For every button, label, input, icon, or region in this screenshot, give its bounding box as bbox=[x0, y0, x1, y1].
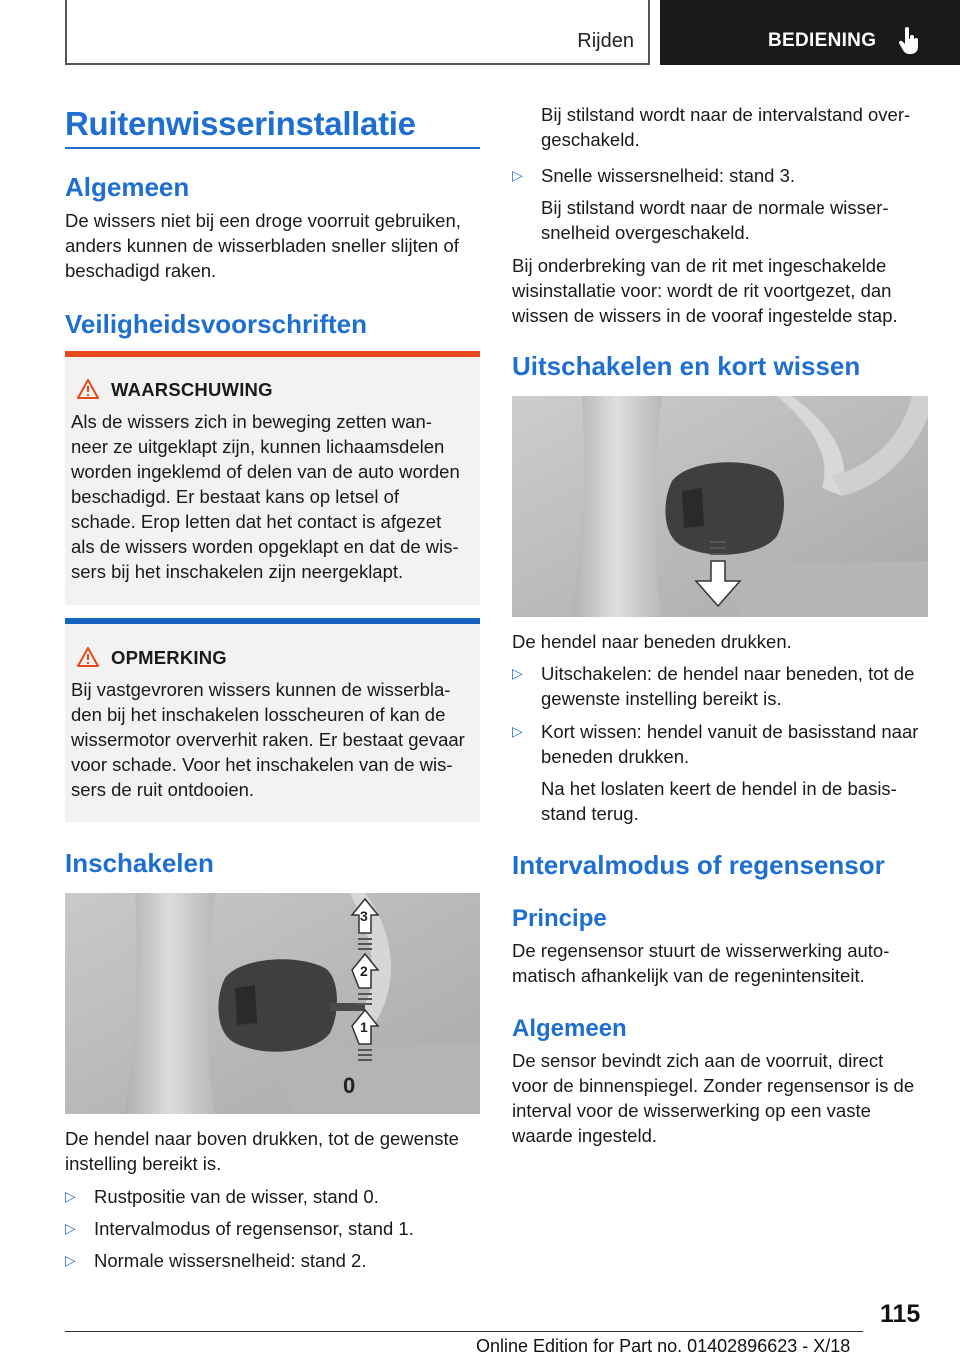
wiper-stalk-up-photo bbox=[65, 893, 480, 1114]
bullet-triangle-icon: ▷ bbox=[65, 1252, 76, 1268]
figure-label-2: 2 bbox=[360, 963, 368, 979]
list-item: ▷ Snelle wissersnelheid: stand 3. bbox=[512, 165, 796, 186]
list-item: ▷ Uitschakelen: de hendel naar beneden, tot de gewenste instelling bereikt is. bbox=[512, 663, 915, 709]
note-box bbox=[65, 618, 480, 822]
principe-paragraph: De regensensor stuurt de wisserwerking auto- matisch afhankelijk van de regenintensiteit. bbox=[512, 940, 890, 986]
edition-footer: Online Edition for Part no. 01402896623 - X/18 bbox=[476, 1336, 851, 1356]
list-item: ▷ Intervalmodus of regensensor, stand 1. bbox=[65, 1218, 414, 1239]
running-header-section-box bbox=[660, 0, 960, 65]
bullet-3-subtext: Bij stilstand wordt naar de normale wisser- snelheid overgeschakeld. bbox=[541, 197, 889, 243]
heading-algemeen-right: Algemeen bbox=[512, 1015, 627, 1042]
bullet-triangle-icon: ▷ bbox=[512, 665, 523, 681]
interrupt-paragraph: Bij onderbreking van de rit met ingeschakelde wisinstallatie voor: wordt de rit voortgezet, dan wissen de wissers in de vooraf ingestelde stap. bbox=[512, 255, 898, 326]
kort-wissen-subtext: Na het loslaten keert de hendel in de basis- stand terug. bbox=[541, 778, 897, 824]
page-number: 115 bbox=[880, 1300, 921, 1328]
heading-algemeen: Algemeen bbox=[65, 172, 190, 202]
inschakelen-paragraph: De hendel naar boven drukken, tot de gewenste instelling bereikt is. bbox=[65, 1128, 459, 1174]
warning-box bbox=[65, 351, 480, 605]
heading-uitschakelen: Uitschakelen en kort wissen bbox=[512, 351, 861, 381]
heading-inschakelen: Inschakelen bbox=[65, 848, 214, 878]
figure-label-3: 3 bbox=[360, 908, 368, 924]
warning-bar bbox=[65, 351, 480, 357]
warning-text: Als de wissers zich in beweging zetten wan- neer ze uitgeklapt zijn, kunnen lichaamsdelen worden ingeklemd of delen van de auto worden beschadigd. Er bestaat kans op letsel of schade. Erop letten dat het contact is afgezet als de wissers worden opgeklapt en dat de wis- sers bij het inschakelen zijn neergeklapt. bbox=[71, 411, 460, 582]
title-rule bbox=[65, 147, 480, 149]
heading-veiligheid: Veiligheidsvoorschriften bbox=[65, 309, 367, 339]
hand-pointer-icon bbox=[898, 27, 920, 55]
algemeen-right-paragraph: De sensor bevindt zich aan de voorruit, direct voor de binnenspiegel. Zonder regensensor is de interval voor de wisserwerking op een vaste waarde ingesteld. bbox=[512, 1050, 915, 1146]
algemeen-paragraph: De wissers niet bij een droge voorruit gebruiken, anders kunnen de wisserbladen sneller slijten of beschadigd raken. bbox=[65, 210, 461, 281]
continued-bullet-text: Bij stilstand wordt naar de intervalstand over- geschakeld. bbox=[541, 104, 911, 150]
note-bar bbox=[65, 618, 480, 624]
figure-label-1: 1 bbox=[360, 1019, 368, 1035]
heading-principe: Principe bbox=[512, 905, 607, 932]
bullet-triangle-icon: ▷ bbox=[512, 723, 523, 739]
note-text: Bij vastgevroren wissers kunnen de wisserbla- den bij het inschakelen losscheuren of kan de wissermotor oververhit raken. Er bestaat gevaar voor schade. Voor het inschakelen van de wis- sers de ruit ontdooien. bbox=[71, 679, 465, 800]
list-item: ▷ Normale wissersnelheid: stand 2. bbox=[65, 1250, 367, 1271]
running-header-chapter-box bbox=[65, 0, 650, 65]
figure-label-0: 0 bbox=[343, 1073, 356, 1098]
uitschakelen-paragraph: De hendel naar beneden drukken. bbox=[512, 631, 792, 652]
wiper-stalk-down-photo bbox=[512, 396, 928, 617]
page-title: Ruitenwisserinstallatie bbox=[65, 105, 416, 142]
heading-intervalmodus: Intervalmodus of regensensor bbox=[512, 850, 885, 880]
chapter-label: Rijden bbox=[577, 30, 634, 52]
list-item: ▷ Rustpositie van de wisser, stand 0. bbox=[65, 1186, 379, 1207]
bullet-triangle-icon: ▷ bbox=[65, 1188, 76, 1204]
footer-rule bbox=[65, 1331, 863, 1332]
warning-title: WAARSCHUWING bbox=[111, 379, 273, 400]
note-title: OPMERKING bbox=[111, 647, 227, 668]
list-item: ▷ Kort wissen: hendel vanuit de basisstand naar beneden drukken. bbox=[512, 721, 919, 767]
section-label: BEDIENING bbox=[768, 30, 877, 51]
caution-triangle-icon bbox=[77, 647, 99, 667]
warning-triangle-icon bbox=[77, 379, 99, 399]
bullet-triangle-icon: ▷ bbox=[65, 1220, 76, 1236]
bullet-triangle-icon: ▷ bbox=[512, 167, 523, 183]
